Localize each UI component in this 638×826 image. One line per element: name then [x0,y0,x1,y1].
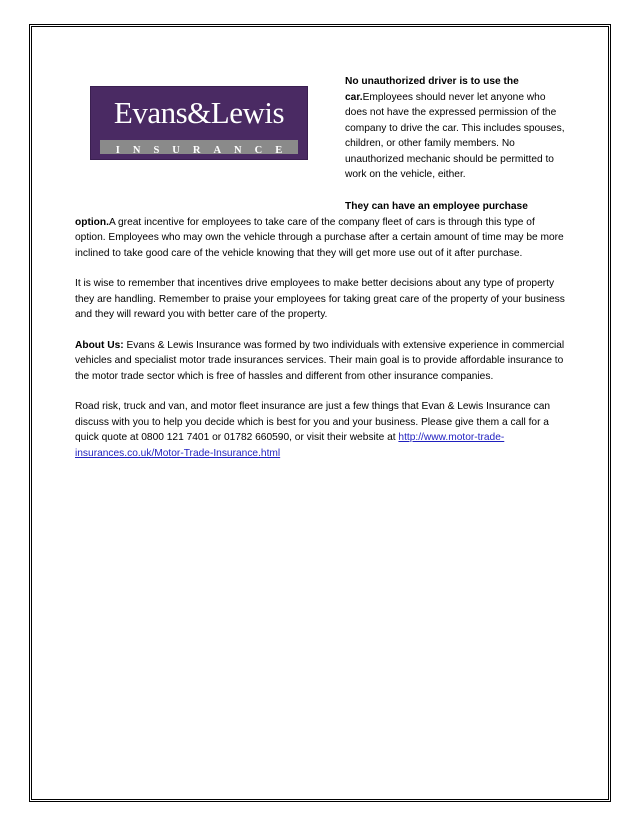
logo-subtitle: INSURANCE [115,145,296,156]
about-label: About Us: [75,339,124,351]
website-link[interactable]: http://www.motor-trade-insurances.co.uk/Motor-Trade-Insurance.html [75,432,505,459]
purchase-heading-line [75,199,567,215]
logo-subtitle-bar [100,140,298,154]
driver-paragraph [345,74,567,183]
purchase-body: A great incentive for employees to take care of the company fleet of cars is through this type of option. Employees who may own the vehicle through a purchase after a certain amount of time may be more inclined to take good care of the vehicle knowing that they will get more use out of it after purchase. [75,216,564,259]
purchase-paragraph [75,215,567,262]
driver-section [345,74,567,198]
driver-body: Employees should never let anyone who does not have the expressed permission of the company to drive the car. This includes spouses, children, or other family members. No unauthorized mechanic should be permitted to work on the vehicle, either. [345,91,565,180]
evans-lewis-logo [90,86,308,160]
purchase-heading-part2: option. [75,216,109,228]
main-content [75,199,567,476]
logo-name: Evans&Lewis [113,95,285,130]
purchase-heading-part1: They can have an employee purchase [345,201,528,212]
incentives-paragraph: It is wise to remember that incentives drive employees to make better decisions about any type of property they are handling. Remember to praise your employees for taking great care of the property of your business and they will reward you with better care of the property. [75,278,565,320]
closing-paragraph [75,399,567,461]
about-body: Evans & Lewis Insurance was formed by two individuals with extensive experience in commercial vehicles and specialist motor trade insurances services. Their main goal is to provide affordable insurance to the motor trade sector which is free of hassles and different from other insurance companies. [75,339,565,382]
about-paragraph [75,338,567,385]
closing-body: Road risk, truck and van, and motor fleet insurance are just a few things that Evan & Lewis Insurance can discuss with you to help you decide which is best for you and your business. Please give them a call for a quick quote at 0800 121 7401 or 01782 660590, or visit their website at [75,401,551,443]
driver-heading: No unauthorized driver is to use the car. [345,76,519,103]
